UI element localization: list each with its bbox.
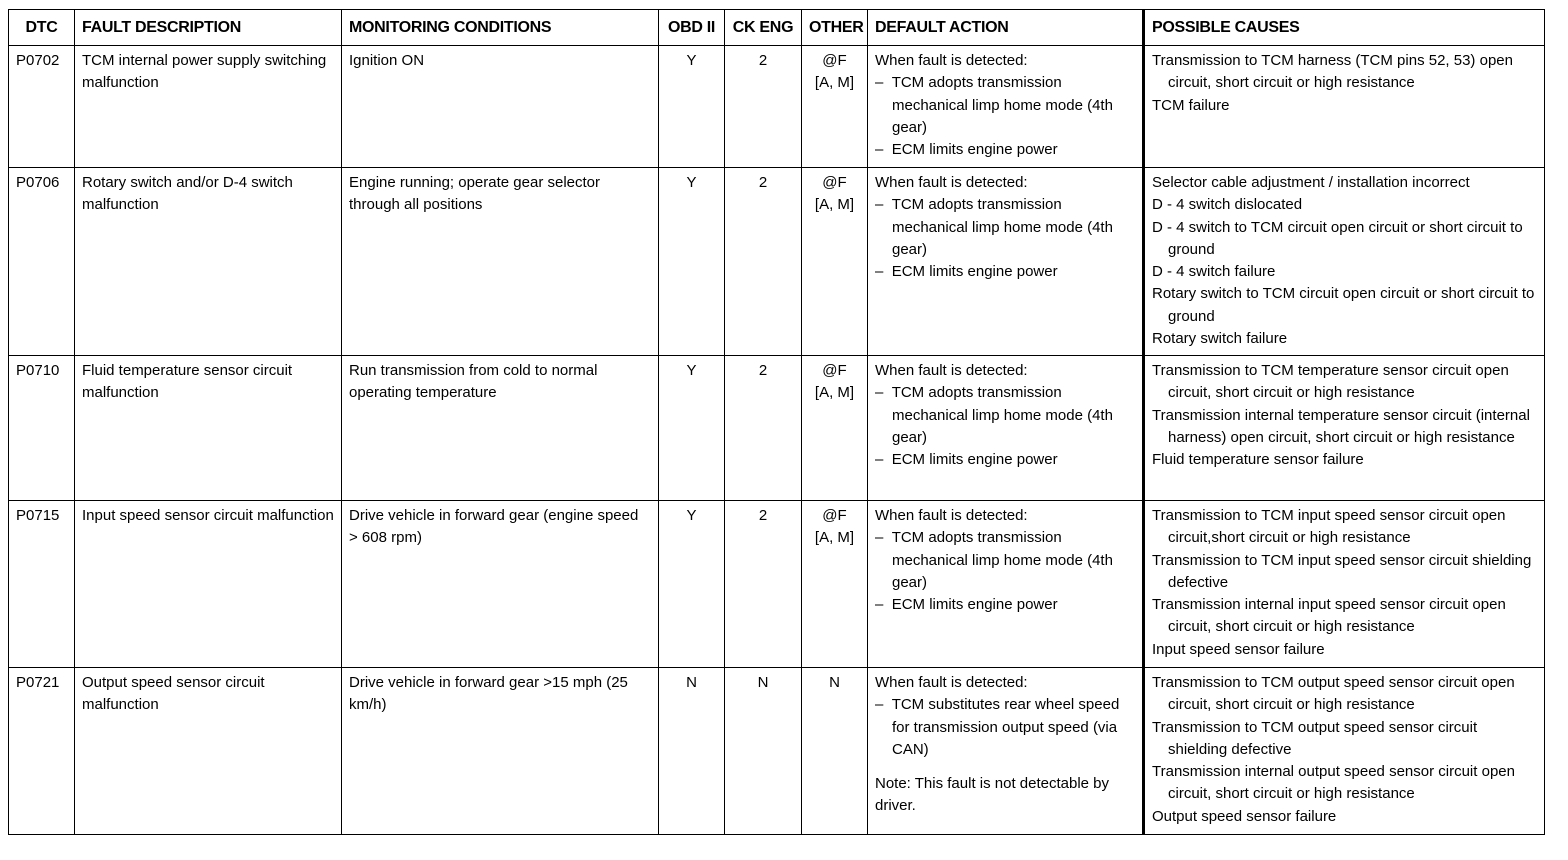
cause-item: Transmission to TCM input speed sensor circuit open circuit,short circuit or high resistance bbox=[1152, 507, 1506, 547]
action-item-text: TCM adopts transmission mechanical limp home mode (4th gear) bbox=[891, 384, 1113, 446]
cause-item: Transmission to TCM output speed sensor circuit open circuit, short circuit or high resistance bbox=[1152, 674, 1515, 714]
action-item-text: TCM adopts transmission mechanical limp home mode (4th gear) bbox=[891, 74, 1113, 136]
action-item bbox=[875, 594, 1135, 616]
action-item-text: ECM limits engine power bbox=[891, 263, 1058, 281]
header-ck-eng: CK ENG bbox=[725, 10, 802, 46]
other-value: @F bbox=[822, 52, 847, 69]
action-note: Note: This fault is not detectable by driver. bbox=[875, 775, 1110, 815]
cause-item: Output speed sensor failure bbox=[1152, 807, 1337, 825]
header-obd: OBD II bbox=[659, 10, 725, 46]
table-row bbox=[9, 168, 1545, 356]
cause-item: Transmission to TCM input speed sensor circuit shielding defective bbox=[1152, 551, 1532, 591]
header-monitoring-conditions: MONITORING CONDITIONS bbox=[342, 10, 659, 46]
action-item-text: ECM limits engine power bbox=[891, 451, 1058, 469]
other-flag bbox=[802, 668, 868, 835]
fault-description: Input speed sensor circuit malfunction bbox=[75, 501, 342, 668]
dash-bullet-icon: – bbox=[875, 384, 892, 402]
obd-flag: Y bbox=[659, 168, 725, 356]
ck-eng-flag: 2 bbox=[725, 356, 802, 501]
fault-description: Output speed sensor circuit malfunction bbox=[75, 668, 342, 835]
table-row bbox=[9, 46, 1545, 168]
action-item bbox=[875, 694, 1135, 761]
other-modes: [A, M] bbox=[814, 74, 855, 92]
other-flag bbox=[802, 46, 868, 168]
action-heading: When fault is detected: bbox=[875, 507, 1028, 524]
default-action bbox=[868, 668, 1144, 835]
header-possible-causes: POSSIBLE CAUSES bbox=[1144, 10, 1545, 46]
header-default-action: DEFAULT ACTION bbox=[868, 10, 1144, 46]
dash-bullet-icon: – bbox=[875, 596, 892, 614]
possible-causes bbox=[1144, 46, 1545, 168]
other-value: N bbox=[829, 674, 840, 691]
action-item-text: TCM adopts transmission mechanical limp home mode (4th gear) bbox=[891, 196, 1113, 258]
action-item bbox=[875, 382, 1135, 449]
default-action bbox=[868, 46, 1144, 168]
action-heading: When fault is detected: bbox=[875, 674, 1028, 691]
action-item bbox=[875, 261, 1135, 283]
header-fault-description: FAULT DESCRIPTION bbox=[75, 10, 342, 46]
obd-flag: Y bbox=[659, 501, 725, 668]
action-item-text: TCM adopts transmission mechanical limp home mode (4th gear) bbox=[891, 529, 1113, 591]
default-action bbox=[868, 356, 1144, 501]
dash-bullet-icon: – bbox=[875, 696, 892, 714]
possible-causes bbox=[1144, 168, 1545, 356]
other-flag bbox=[802, 356, 868, 501]
ck-eng-flag: 2 bbox=[725, 46, 802, 168]
action-item bbox=[875, 449, 1135, 471]
possible-causes bbox=[1144, 501, 1545, 668]
ck-eng-flag: 2 bbox=[725, 168, 802, 356]
possible-causes bbox=[1144, 668, 1545, 835]
table-row bbox=[9, 501, 1545, 668]
default-action bbox=[868, 501, 1144, 668]
action-heading: When fault is detected: bbox=[875, 174, 1028, 191]
cause-item: Transmission to TCM output speed sensor circuit shielding defective bbox=[1152, 718, 1478, 758]
cause-item: D - 4 switch dislocated bbox=[1152, 196, 1303, 214]
possible-causes bbox=[1144, 356, 1545, 501]
table-body bbox=[9, 46, 1545, 835]
dash-bullet-icon: – bbox=[875, 529, 892, 547]
cause-item: Transmission to TCM temperature sensor circuit open circuit, short circuit or high resistance bbox=[1152, 362, 1509, 402]
default-action bbox=[868, 168, 1144, 356]
cause-item: Rotary switch to TCM circuit open circuit or short circuit to ground bbox=[1152, 285, 1535, 325]
other-value: @F bbox=[822, 174, 847, 191]
other-value: @F bbox=[822, 362, 847, 379]
fault-description: Rotary switch and/or D-4 switch malfunction bbox=[75, 168, 342, 356]
cause-item: Transmission internal input speed sensor circuit open circuit, short circuit or high resistance bbox=[1152, 596, 1506, 636]
monitoring-conditions: Drive vehicle in forward gear >15 mph (25 km/h) bbox=[342, 668, 659, 835]
dash-bullet-icon: – bbox=[875, 74, 892, 92]
action-item-text: ECM limits engine power bbox=[891, 141, 1058, 159]
dash-bullet-icon: – bbox=[875, 196, 892, 214]
action-item bbox=[875, 139, 1135, 161]
obd-flag: N bbox=[659, 668, 725, 835]
action-item-text: TCM substitutes rear wheel speed for transmission output speed (via CAN) bbox=[891, 696, 1120, 758]
header-dtc: DTC bbox=[9, 10, 75, 46]
cause-item: D - 4 switch to TCM circuit open circuit or short circuit to ground bbox=[1152, 218, 1523, 258]
ck-eng-flag: N bbox=[725, 668, 802, 835]
ck-eng-flag: 2 bbox=[725, 501, 802, 668]
action-item bbox=[875, 194, 1135, 261]
cause-item: Rotary switch failure bbox=[1152, 330, 1288, 348]
dtc-code: P0715 bbox=[9, 501, 75, 668]
spacer bbox=[875, 761, 1135, 773]
dtc-code: P0721 bbox=[9, 668, 75, 835]
action-heading: When fault is detected: bbox=[875, 52, 1028, 69]
dtc-table bbox=[8, 9, 1545, 835]
other-flag bbox=[802, 168, 868, 356]
cause-item: Fluid temperature sensor failure bbox=[1152, 451, 1364, 469]
other-flag bbox=[802, 501, 868, 668]
dtc-code: P0710 bbox=[9, 356, 75, 501]
cause-item: Selector cable adjustment / installation incorrect bbox=[1152, 174, 1470, 191]
dtc-code: P0702 bbox=[9, 46, 75, 168]
other-modes: [A, M] bbox=[814, 384, 855, 402]
dash-bullet-icon: – bbox=[875, 451, 892, 469]
obd-flag: Y bbox=[659, 356, 725, 501]
other-value: @F bbox=[822, 507, 847, 524]
cause-item: Transmission internal output speed sensor circuit open circuit, short circuit or high resistance bbox=[1152, 763, 1515, 803]
table-row bbox=[9, 668, 1545, 835]
dtc-table-container bbox=[8, 9, 1545, 835]
table-row bbox=[9, 356, 1545, 501]
action-item bbox=[875, 72, 1135, 139]
obd-flag: Y bbox=[659, 46, 725, 168]
cause-item: D - 4 switch failure bbox=[1152, 263, 1276, 281]
action-item bbox=[875, 527, 1135, 594]
dash-bullet-icon: – bbox=[875, 263, 892, 281]
fault-description: TCM internal power supply switching malfunction bbox=[75, 46, 342, 168]
other-modes: [A, M] bbox=[814, 196, 855, 214]
other-modes: [A, M] bbox=[814, 529, 855, 547]
action-heading: When fault is detected: bbox=[875, 362, 1028, 379]
header-other: OTHER bbox=[802, 10, 868, 46]
cause-item: Input speed sensor failure bbox=[1152, 640, 1325, 658]
fault-description: Fluid temperature sensor circuit malfunction bbox=[75, 356, 342, 501]
dash-bullet-icon: – bbox=[875, 141, 892, 159]
dtc-code: P0706 bbox=[9, 168, 75, 356]
monitoring-conditions: Drive vehicle in forward gear (engine speed > 608 rpm) bbox=[342, 501, 659, 668]
cause-item: Transmission to TCM harness (TCM pins 52, 53) open circuit, short circuit or high resistance bbox=[1152, 52, 1513, 92]
monitoring-conditions: Ignition ON bbox=[342, 46, 659, 168]
monitoring-conditions: Engine running; operate gear selector through all positions bbox=[342, 168, 659, 356]
header-row bbox=[9, 10, 1545, 46]
cause-item: Transmission internal temperature sensor circuit (internal harness) open circuit, short circuit or high resistance bbox=[1152, 406, 1530, 446]
action-item-text: ECM limits engine power bbox=[891, 596, 1058, 614]
cause-item: TCM failure bbox=[1152, 96, 1230, 114]
monitoring-conditions: Run transmission from cold to normal operating temperature bbox=[342, 356, 659, 501]
